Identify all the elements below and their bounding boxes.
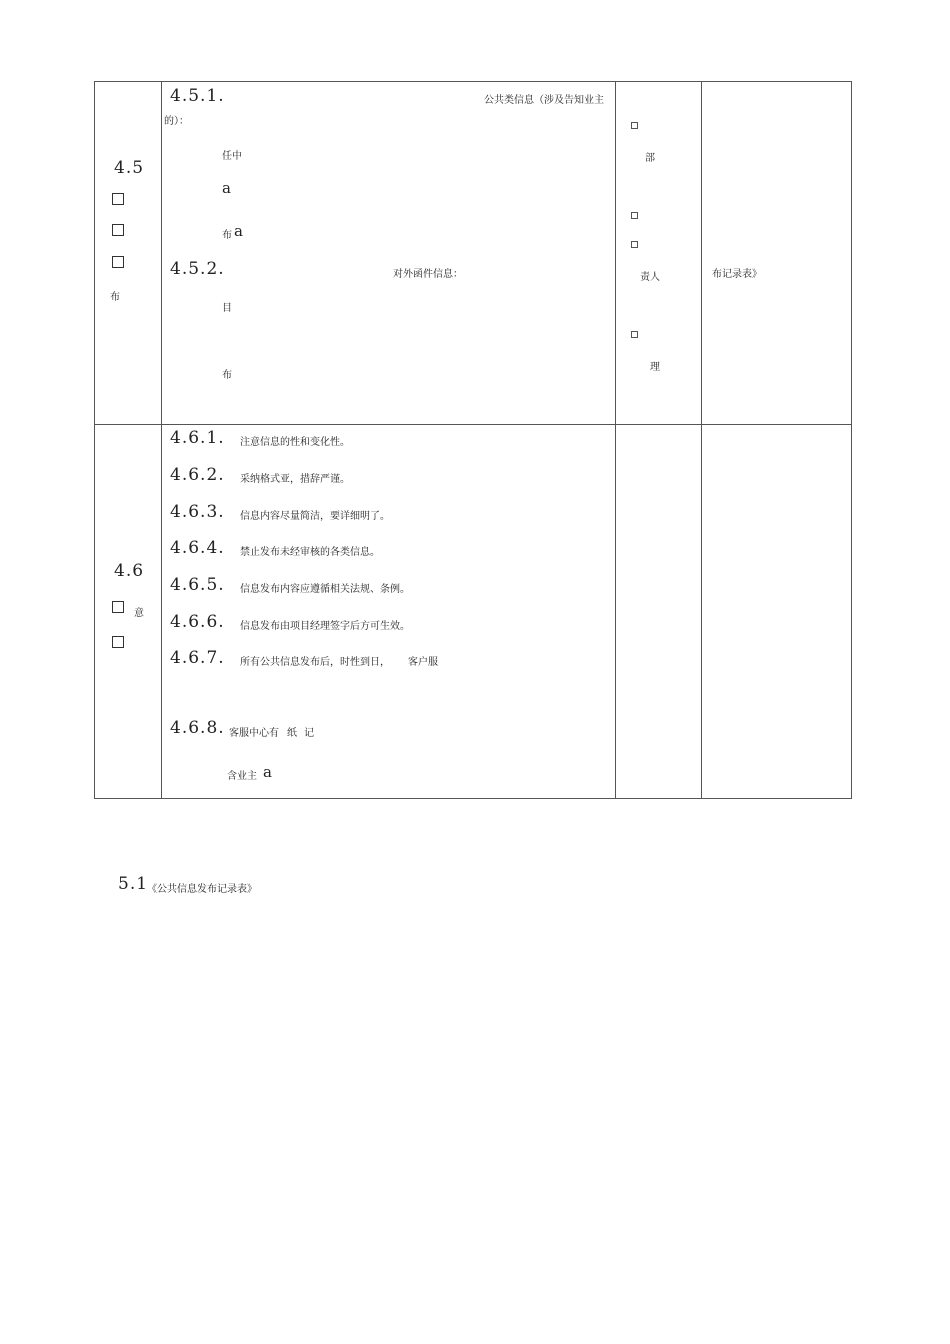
- table-row-divider: [94, 424, 852, 425]
- item-text: 所有公共信息发布后，时性到日，: [240, 657, 390, 668]
- record-text: 布记录表》: [712, 269, 762, 280]
- item-text: 客服中心有: [229, 728, 279, 739]
- item-glyph: a: [222, 179, 231, 197]
- item-text: 注意信息的性和变化性。: [240, 437, 350, 448]
- item-number-4-5-2: 4.5.2.: [170, 259, 225, 279]
- item-line: 布: [222, 230, 232, 241]
- item-line: 任中: [222, 151, 242, 162]
- item-text: 信息内容尽量简洁，要详细明了。: [240, 511, 390, 522]
- item-number: 4.6.4.: [170, 538, 225, 558]
- item-text: 客户服: [408, 657, 438, 668]
- section-number-4-6: 4.6: [114, 561, 145, 581]
- item-number-4-5-1: 4.5.1.: [170, 86, 225, 106]
- table-col-divider-2: [615, 81, 616, 799]
- checkbox-icon: [112, 601, 124, 613]
- footer-number: 5.1: [118, 874, 149, 894]
- item-number: 4.6.3.: [170, 502, 225, 522]
- checkbox-icon: [631, 212, 638, 219]
- side-label: 布: [110, 292, 120, 303]
- resp-text: 责人: [640, 272, 660, 283]
- checkbox-icon: [112, 224, 124, 236]
- item-text: 纸: [287, 728, 297, 739]
- item-number: 4.6.1.: [170, 428, 225, 448]
- resp-text: 部: [645, 153, 655, 164]
- item-number: 4.6.5.: [170, 575, 225, 595]
- item-line: 目: [222, 303, 232, 314]
- checkbox-icon: [112, 256, 124, 268]
- item-title-cont-4-5-1: 的）：: [164, 116, 189, 127]
- item-number-4-6-8: 4.6.8.: [170, 718, 225, 738]
- item-text: 采纳格式亚，措辞严谨。: [240, 474, 350, 485]
- item-title-4-5-2: 对外函件信息：: [393, 269, 463, 280]
- item-number: 4.6.7.: [170, 648, 225, 668]
- item-text: 信息发布由项目经理签字后方可生效。: [240, 621, 410, 632]
- checkbox-icon: [112, 193, 124, 205]
- section-number-4-5: 4.5: [114, 158, 145, 178]
- item-number: 4.6.2.: [170, 465, 225, 485]
- resp-text: 理: [650, 362, 660, 373]
- item-text: 禁止发布未经审核的各类信息。: [240, 547, 380, 558]
- item-line: 布: [222, 370, 232, 381]
- item-number: 4.6.6.: [170, 612, 225, 632]
- item-text: 信息发布内容应遵循相关法规、条例。: [240, 584, 410, 595]
- checkbox-icon: [631, 122, 638, 129]
- side-label: 意: [134, 608, 144, 619]
- table-border-bottom: [94, 798, 852, 799]
- item-title-4-5-1: 公共类信息（涉及告知业主: [484, 95, 604, 106]
- item-text: 记: [304, 728, 314, 739]
- footer-text: 《公共信息发布记录表》: [147, 884, 257, 895]
- table-col-divider-3: [701, 81, 702, 799]
- table-col-divider-1: [161, 81, 162, 799]
- checkbox-icon: [631, 241, 638, 248]
- item-glyph: a: [263, 763, 272, 781]
- checkbox-icon: [631, 331, 638, 338]
- table-border-right: [851, 81, 852, 799]
- item-glyph: a: [234, 222, 243, 240]
- table-border-top: [94, 81, 852, 82]
- checkbox-icon: [112, 636, 124, 648]
- item-text: 含业主: [227, 771, 257, 782]
- table-border-left: [94, 81, 95, 799]
